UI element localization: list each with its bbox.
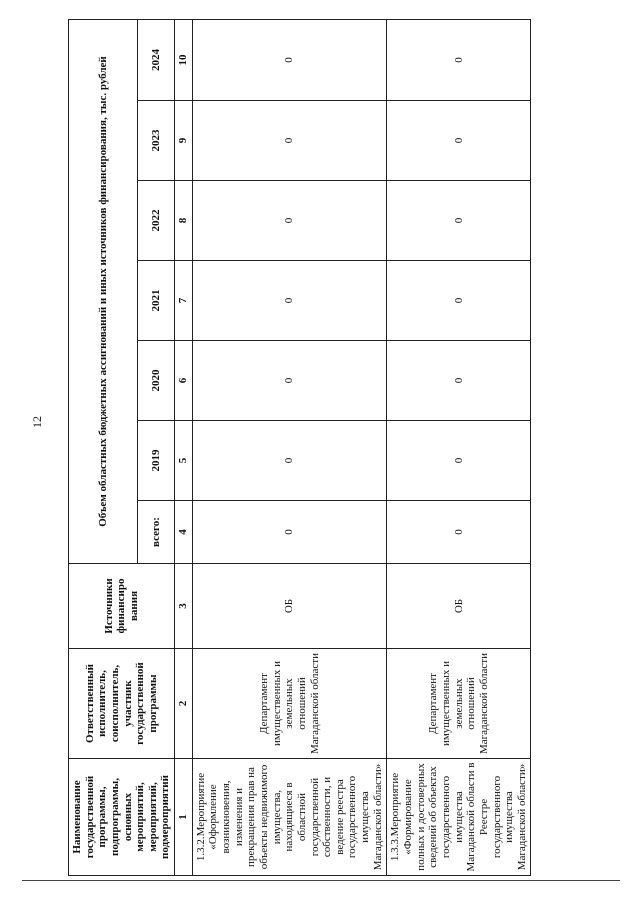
column-number: 4 (175, 501, 193, 564)
value-cell: 0 (192, 261, 387, 341)
column-number: 3 (175, 564, 193, 649)
value-cell: 0 (192, 181, 387, 261)
value-cell: 0 (192, 19, 387, 100)
header-year: 2019 (138, 421, 175, 501)
page-number: 12 (30, 416, 44, 428)
rotated-table-container (68, 20, 528, 876)
header-name: Наименование государственной программы, подпрограммы, основных мероприятий, мероприятий, подмероприятий (69, 759, 175, 876)
value-cell: 0 (192, 421, 387, 501)
column-number: 9 (175, 101, 193, 181)
value-cell: 0 (387, 261, 531, 341)
executor-cell: Департамент имущественных и земельных отношений Магаданской области (387, 649, 531, 759)
value-cell: 0 (387, 19, 531, 100)
header-source: Источники финансиро вания (69, 564, 175, 649)
event-name: 1.3.2.Мероприятие «Оформление возникновения, изменения и прекращения прав на объекты недвижимого имущества, находящиеся в областной государственной собственности, и ведение реестра государственного имущества Магаданской области» (192, 759, 387, 876)
value-cell: 0 (387, 421, 531, 501)
table-row (192, 19, 387, 875)
table-row (387, 19, 531, 875)
header-year: 2023 (138, 101, 175, 181)
column-number: 8 (175, 181, 193, 261)
header-year: 2022 (138, 181, 175, 261)
column-number: 10 (175, 19, 193, 100)
total-cell: 0 (192, 501, 387, 564)
total-cell: 0 (387, 501, 531, 564)
column-number: 6 (175, 341, 193, 421)
header-year: 2021 (138, 261, 175, 341)
column-number: 2 (175, 649, 193, 759)
value-cell: 0 (387, 181, 531, 261)
source-cell: ОБ (192, 564, 387, 649)
budget-table (68, 19, 531, 876)
header-executor: Ответственный исполнитель, соисполнитель, участник государственной программы (69, 649, 175, 759)
value-cell: 0 (387, 341, 531, 421)
header-year: 2020 (138, 341, 175, 421)
column-number: 1 (175, 759, 193, 876)
bottom-rule (22, 880, 620, 881)
executor-cell: Департамент имущественных и земельных отношений Магаданской области (192, 649, 387, 759)
column-number: 7 (175, 261, 193, 341)
event-name: 1.3.3.Мероприятие «Формирование полных и достоверных сведений об объектах государственного имущества Магаданской области в Реестре государственного имущества Магаданской области» (387, 759, 531, 876)
header-year: 2024 (138, 19, 175, 100)
header-total: всего: (138, 501, 175, 564)
column-number: 5 (175, 421, 193, 501)
value-cell: 0 (387, 101, 531, 181)
value-cell: 0 (192, 101, 387, 181)
column-number-row (175, 19, 193, 875)
header-budget-group: Объем областных бюджетных ассигнований и иных источников финансирования, тыс. рублей (69, 19, 138, 563)
source-cell: ОБ (387, 564, 531, 649)
value-cell: 0 (192, 341, 387, 421)
